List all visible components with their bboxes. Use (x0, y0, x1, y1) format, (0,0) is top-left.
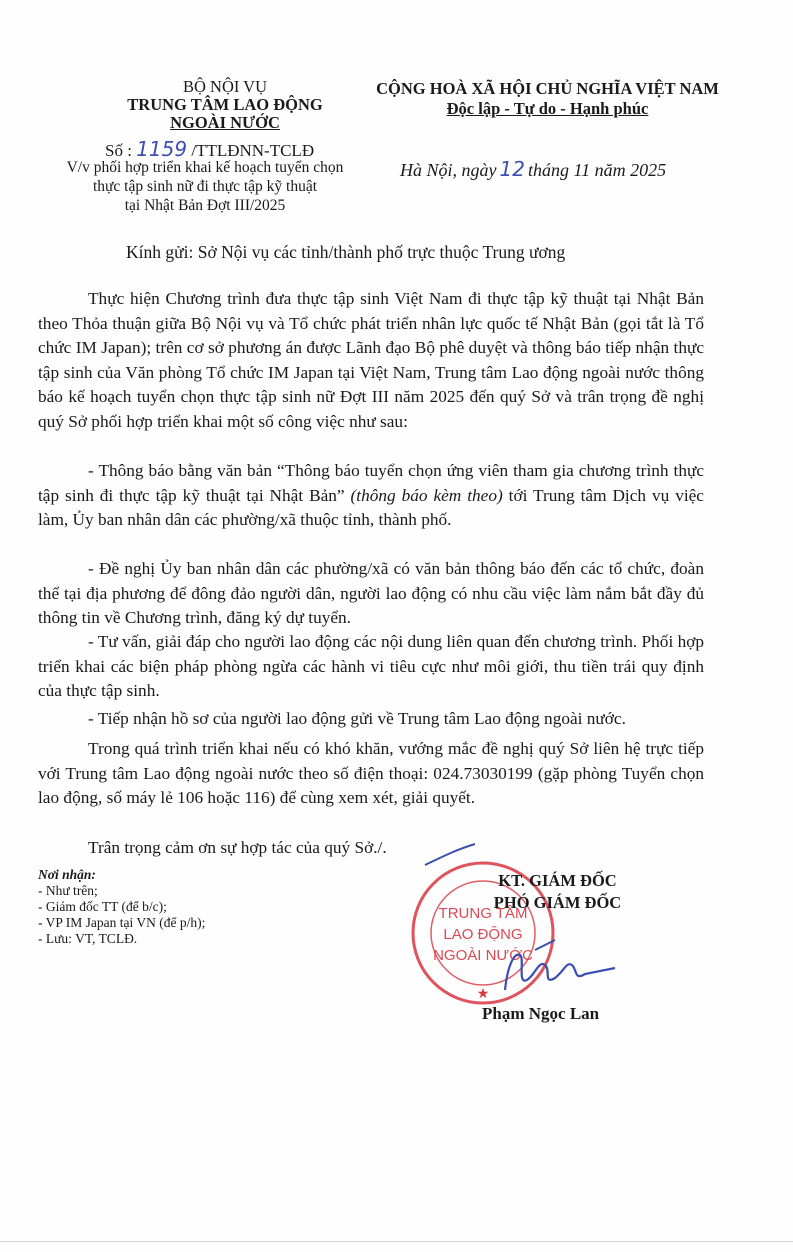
stamp-line1: TRUNG TÂM (438, 905, 528, 922)
center-name-line1: TRUNG TÂM LAO ĐỘNG (127, 95, 323, 114)
recipients-title: Nơi nhận: (38, 867, 96, 882)
handwritten-day: 12 (499, 157, 525, 181)
recipient-item: - Như trên; (38, 883, 98, 898)
contact-paragraph: Trong quá trình triển khai nếu có khó khăn, vướng mắc đề nghị quý Sở liên hệ trực tiếp với Trung tâm Lao động ngoài nước theo số điện thoại: 024.73030199 (gặp phòng Tuyển chọn lao động, số máy lẻ 106 hoặc 116) để cùng xem xét, giải quyết. (38, 739, 704, 807)
recipient-item: - VP IM Japan tại VN (để p/h); (38, 915, 206, 930)
header-right (370, 79, 725, 119)
signer-name: Phạm Ngọc Lan (482, 1004, 600, 1023)
thanks-line: Trân trọng cảm ơn sự hợp tác của quý Sở./. (88, 838, 387, 857)
subject: V/v phối hợp triển khai kế hoạch tuyển chọn thực tập sinh nữ đi thực tập kỹ thuật tại Nhật Bản Đợt III/2025 (66, 159, 344, 214)
handwritten-signature (465, 930, 635, 1005)
stamp-line3: NGOÀI NƯỚC (433, 947, 533, 964)
date-line: Hà Nội, ngày 12 tháng 11 năm 2025 (400, 157, 667, 181)
recipient-item: - Giám đốc TT (để b/c); (38, 899, 167, 914)
signature-title-2: PHÓ GIÁM ĐỐC (493, 893, 622, 912)
item-4: - Tiếp nhận hồ sơ của người lao động gửi về Trung tâm Lao động ngoài nước. (88, 709, 626, 728)
pen-mark (420, 840, 480, 870)
intro-paragraph: Thực hiện Chương trình đưa thực tập sinh Việt Nam đi thực tập kỹ thuật tại Nhật Bản theo Thỏa thuận giữa Bộ Nội vụ và Tổ chức phát triển nhân lực quốc tế Nhật Bản (gọi tắt là Tổ chức IM Japan); trên cơ sở phương án được Lãnh đạo Bộ phê duyệt và thông báo tiếp nhận thực tập sinh của Văn phòng Tổ chức IM Japan tại Việt Nam, Trung tâm Lao động ngoài nước thông báo kế hoạch tuyển chọn thực tập sinh nữ Đợt III năm 2025 đến quý Sở và trân trọng đề nghị quý Sở phối hợp triển khai một số công việc như sau: (38, 289, 704, 431)
recipient-line: Kính gửi: Sở Nội vụ các tỉnh/thành phố trực thuộc Trung ương (126, 242, 566, 262)
header-left (100, 78, 350, 132)
item-2: - Đề nghị Ủy ban nhân dân các phường/xã có văn bản thông báo đến các tổ chức, đoàn thể tại địa phương để đông đảo người dân, người lao động có nhu cầu việc làm nắm bắt đầy đủ thông tin về Chương trình, đăng ký dự tuyển. (38, 559, 704, 627)
document-number: Số : 1159 /TTLĐNN-TCLĐ (105, 137, 315, 161)
ministry-name: BỘ NỘI VỤ (182, 77, 268, 96)
recipients-list (38, 867, 308, 947)
center-name-line2: NGOÀI NƯỚC (170, 113, 280, 132)
svg-text:★: ★ (476, 987, 490, 1002)
stamp-line2: LAO ĐỘNG (443, 926, 523, 943)
signature-block (470, 870, 645, 914)
item-1: - Thông báo bằng văn bản “Thông báo tuyển chọn ứng viên tham gia chương trình thực tập sinh đi thực tập kỹ thuật tại Nhật Bản” (thông báo kèm theo) tới Trung tâm Dịch vụ việc làm, Ủy ban nhân dân các phường/xã thuộc tỉnh, thành phố. (38, 461, 704, 529)
item-3: - Tư vấn, giải đáp cho người lao động các nội dung liên quan đến chương trình. Phối hợp triển khai các biện pháp phòng ngừa các hành vi tiêu cực như môi giới, thu tiền trái quy định của thực tập sinh. (38, 632, 704, 700)
signature-title-1: KT. GIÁM ĐỐC (498, 871, 617, 890)
motto: Độc lập - Tự do - Hạnh phúc (446, 99, 649, 118)
page-edge-line (0, 1241, 793, 1242)
country-name: CỘNG HOÀ XÃ HỘI CHỦ NGHĨA VIỆT NAM (376, 79, 719, 98)
handwritten-number: 1159 (136, 137, 188, 161)
recipient-item: - Lưu: VT, TCLĐ. (38, 931, 138, 946)
